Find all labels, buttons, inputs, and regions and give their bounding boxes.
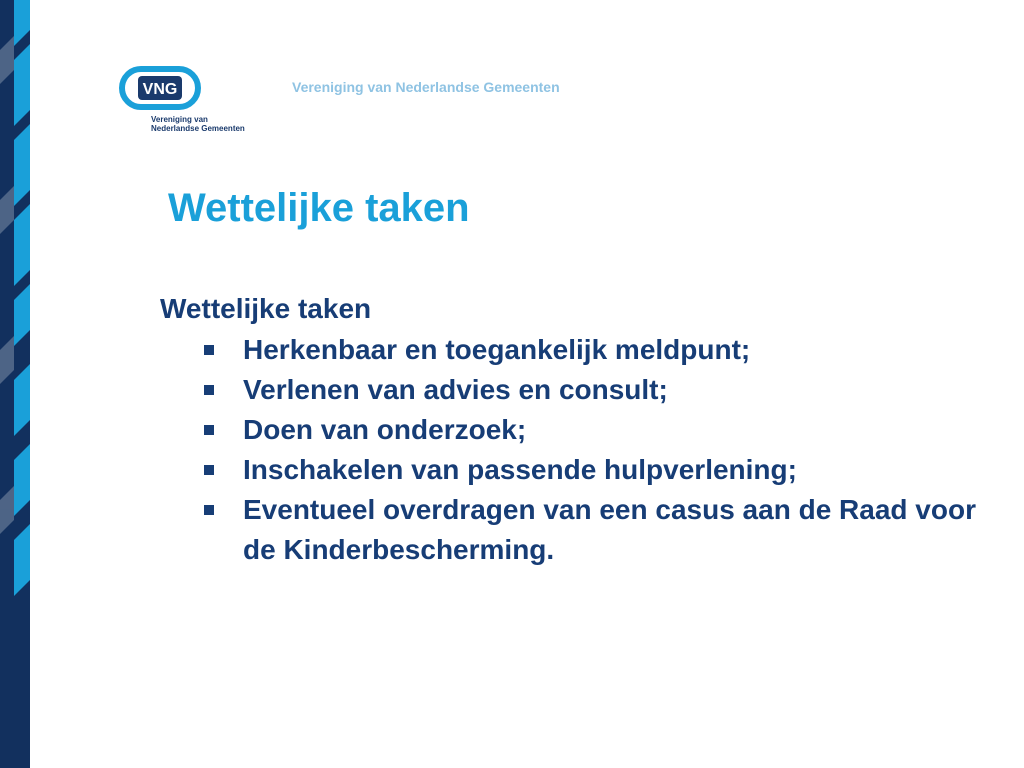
- slide-title: Wettelijke taken: [168, 186, 470, 230]
- slide-content: [160, 290, 990, 570]
- vng-logo: [118, 66, 258, 138]
- logo-monogram: VNG: [142, 81, 178, 98]
- list-item: [160, 450, 990, 490]
- list-item-text: Inschakelen van passende hulpverlening;: [243, 454, 797, 485]
- list-item: [160, 370, 990, 410]
- content-heading: Wettelijke taken: [160, 293, 372, 324]
- square-bullet-icon: [204, 465, 214, 475]
- list-item-text: Doen van onderzoek;: [243, 414, 527, 445]
- header-org-name: Vereniging van Nederlandse Gemeenten: [292, 79, 560, 95]
- list-item-text: Verlenen van advies en consult;: [243, 374, 668, 405]
- list-item: [160, 330, 990, 370]
- bullet-list: [160, 330, 990, 570]
- square-bullet-icon: [204, 425, 214, 435]
- square-bullet-icon: [204, 385, 214, 395]
- decorative-side-stripe: [0, 0, 30, 768]
- list-item: [160, 490, 990, 570]
- vng-logo-mark: [118, 66, 202, 114]
- list-item: [160, 410, 990, 450]
- square-bullet-icon: [204, 505, 214, 515]
- list-item-text: Herkenbaar en toegankelijk meldpunt;: [243, 334, 751, 365]
- logo-text-line2: Nederlandse Gemeenten: [151, 124, 245, 133]
- list-item-text: Eventueel overdragen van een casus aan de Raad voor de Kinderbescherming.: [243, 494, 976, 565]
- logo-text-line1: Vereniging van: [151, 115, 208, 124]
- square-bullet-icon: [204, 345, 214, 355]
